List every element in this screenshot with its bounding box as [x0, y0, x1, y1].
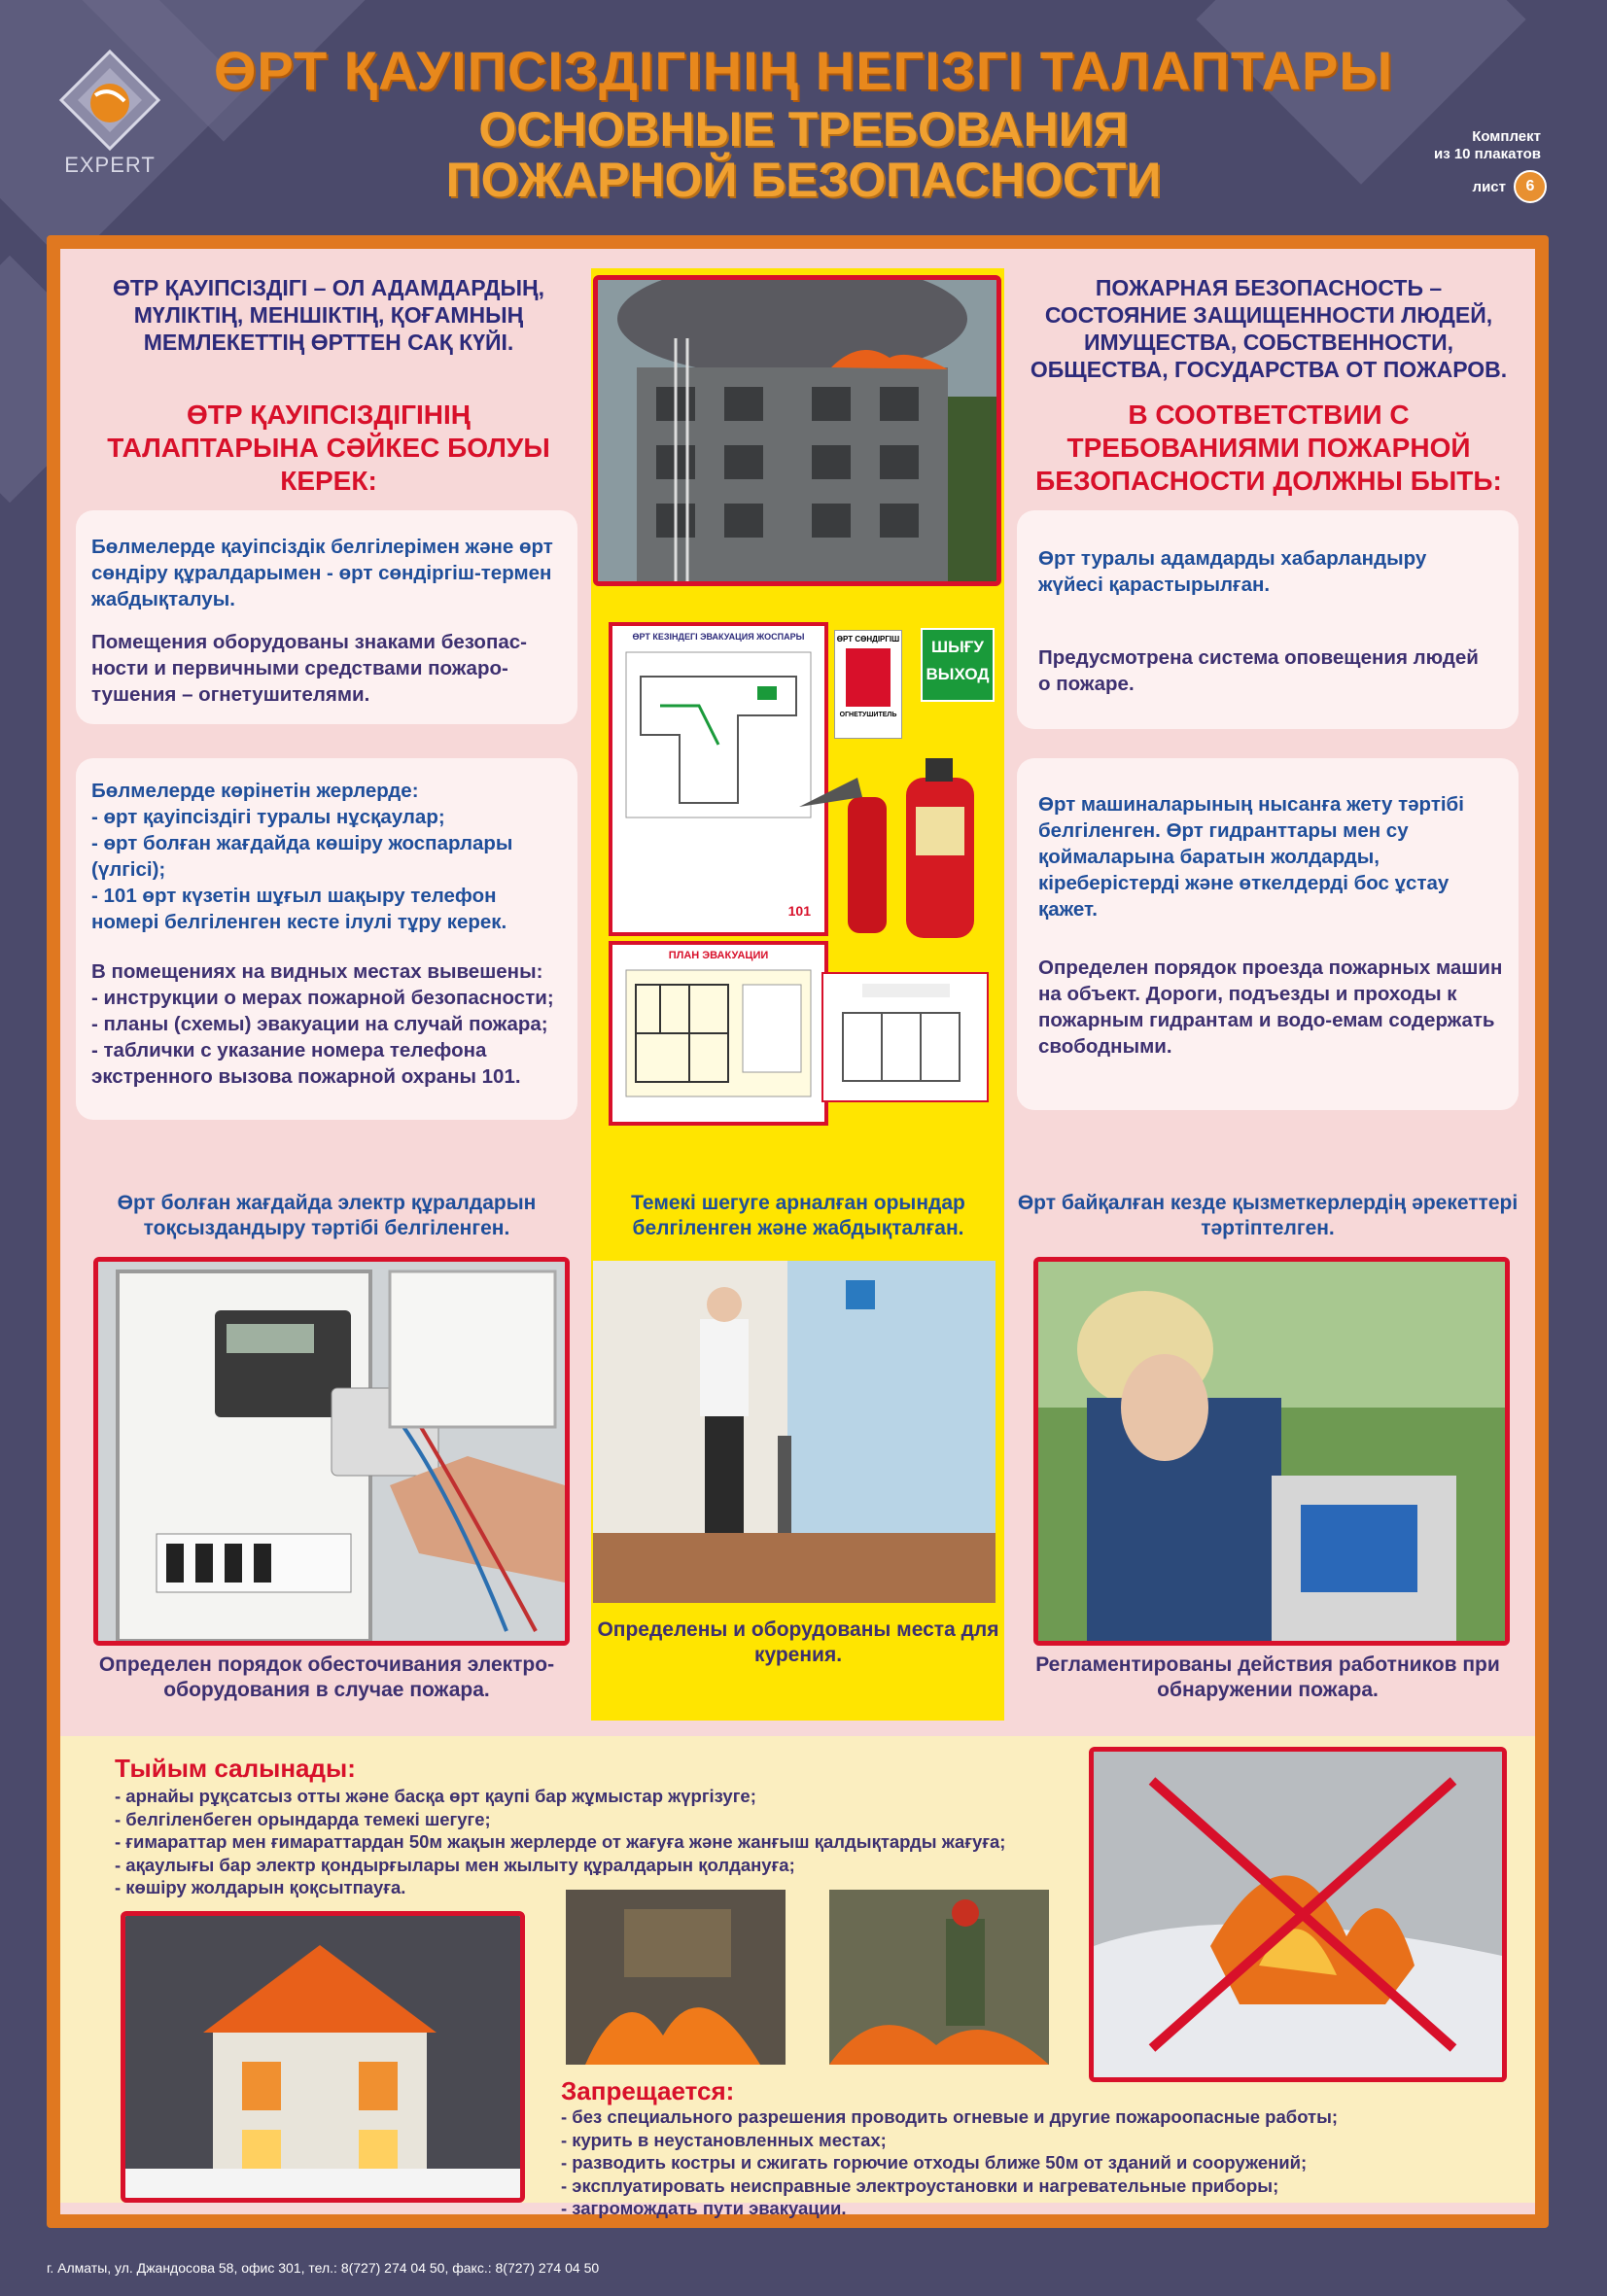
plan-title: ПЛАН ЭВАКУАЦИИ — [668, 950, 769, 961]
footer-address: г. Алматы, ул. Джандосова 58, офис 301, тел.: 8(727) 274 04 50, факс.: 8(727) 274 04 50 — [47, 2260, 600, 2276]
firefighter-photo — [1033, 1257, 1510, 1646]
electric-caption-kz: Өрт болған жағдайда электр құралдарын тоқсыздандыру тәртібі белгіленген. — [117, 1192, 537, 1239]
smoking-caption-ru: Определены и оборудованы места для курения. — [597, 1618, 999, 1666]
workers-caption-kz: Өрт байқалған кезде қызметкерлердің әрекеттері тәртіптелген. — [1017, 1192, 1519, 1239]
plan-phone: 101 — [787, 903, 811, 919]
left-card1-ru: Помещения оборудованы знаками безопас-ности и первичными средствами пожаро-тушения – огнетушителями. — [91, 631, 527, 706]
list-item: - планы (схемы) эвакуации на случай пожара; — [91, 1013, 548, 1035]
prohibited-ru-list — [561, 2105, 1523, 2220]
right-card1-kz: Өрт туралы адамдарды хабарландыру жүйесі қарастырылған. — [1038, 547, 1427, 596]
burning-house-photo — [121, 1911, 525, 2203]
prohibited-kz-list — [115, 1785, 1077, 1899]
burning-building-image — [598, 280, 996, 581]
electrical-panel-photo — [93, 1257, 570, 1646]
burning-building-photo — [593, 275, 1001, 586]
floor-plan-image-3 — [823, 974, 987, 1100]
forest-fire-image-2 — [829, 1890, 1049, 2065]
sheet-label: лист — [1472, 178, 1506, 195]
sign-fire-label: ӨРТ СӨНДІРГІШ — [836, 635, 900, 644]
title-kz: ӨРТ ҚАУІПСІЗДІГІНІҢ НЕГІЗГІ ТАЛАПТАРЫ — [213, 40, 1394, 101]
evacuation-plan-ru — [609, 941, 828, 1126]
list-item: - инструкции о мерах пожарной безопасности; — [91, 987, 554, 1009]
right-card2-ru: Определен порядок проезда пожарных машин на объект. Дороги, подъезды и проходы к пожарным гидрантам и водо-емам содержать свободными. — [1038, 957, 1503, 1058]
list-item: - ғимараттар мен ғимараттардан 50м жақын жерлерде от жағуға және жанғыш қалдықтарды жағуға; — [115, 1831, 1006, 1852]
forest-fire-photo-2 — [829, 1890, 1049, 2065]
list-item: - көшіру жолдарын қоқсытпауға. — [115, 1877, 406, 1897]
list-item: - без специального разрешения проводить огневые и другие пожароопасные работы; — [561, 2106, 1339, 2127]
sign-ext-label: ОГНЕТУШИТЕЛЬ — [839, 712, 897, 718]
right-card1-ru: Предусмотрена система оповещения людей о пожаре. — [1038, 646, 1479, 695]
list-item: - ақаулығы бар электр қондырғылары мен жылыту құралдарын қолдануға; — [115, 1854, 795, 1875]
no-bonfire-photo — [1089, 1747, 1507, 2082]
forest-fire-image-1 — [566, 1890, 786, 2065]
list-item: - 101 өрт күзетін шұғыл шақыру телефон номері белгіленген кесте ілулі тұру керек. — [91, 885, 507, 933]
evacuation-plan-small — [821, 972, 989, 1102]
exit-sign-kz: ШЫҒУ — [931, 638, 984, 656]
kit-line2: из 10 плакатов — [1433, 146, 1541, 162]
workers-caption-ru: Регламентированы действия работников при обнаружении пожара. — [1035, 1653, 1500, 1701]
prohibited-ru-title: Запрещается: — [561, 2076, 735, 2105]
sheet-indicator — [1473, 170, 1547, 203]
list-item: - белгіленбеген орындарда темекі шегуге; — [115, 1808, 491, 1829]
left-card-2 — [76, 758, 577, 1120]
kit-info — [1434, 128, 1541, 163]
left-heading: ӨТР ҚАУІПСІЗДІГІНІҢ ТАЛАПТАРЫНА СӘЙКЕС БОЛУЫ КЕРЕК: — [107, 400, 550, 496]
left-card2-ru-title: В помещениях на видных местах вывешены: — [91, 960, 543, 983]
right-card-2 — [1017, 758, 1519, 1110]
no-bonfire-image — [1094, 1752, 1502, 2077]
list-item: - курить в неустановленных местах; — [561, 2129, 887, 2150]
right-card-1 — [1017, 510, 1519, 729]
list-item: - өрт болған жағдайда көшіру жоспарлары (үлгісі); — [91, 832, 513, 881]
extinguishers-image — [789, 739, 1003, 943]
kit-line1: Комплект — [1472, 128, 1541, 145]
right-card2-kz: Өрт машиналарының нысанға жету тәртібі белгіленген. Өрт гидранттары мен су қоймаларына баратын жолдарды, кіреберістерді және өткелдерді бос ұстау қажет. — [1038, 793, 1464, 921]
list-item: - өрт қауіпсіздігі туралы нұсқаулар; — [91, 806, 445, 828]
sheet-number: 6 — [1514, 170, 1547, 203]
burning-house-image — [125, 1916, 520, 2198]
title-ru-line2: ПОЖАРНОЙ БЕЗОПАСНОСТИ — [445, 153, 1162, 207]
firefighter-image — [1038, 1262, 1505, 1641]
left-card1-kz: Бөлмелерде қауіпсіздік белгілерімен және өрт сөндіру құралдарымен - өрт сөндіргіш-термен жабдықталуы. — [91, 536, 553, 610]
electrical-panel-image — [98, 1262, 565, 1641]
prohibited-kz-title: Тыйым салынады: — [115, 1754, 356, 1783]
exit-sign-ru: ВЫХОД — [926, 665, 990, 683]
list-item: - разводить костры и сжигать горючие отходы ближе 50м от зданий и сооружений; — [561, 2152, 1308, 2173]
smoking-caption-kz: Темекі шегуге арналған орындар белгіленген және жабдықталған. — [631, 1192, 965, 1239]
extinguisher-icon — [846, 648, 891, 707]
forest-fire-photo-1 — [566, 1890, 786, 2065]
title-ru-line1: ОСНОВНЫЕ ТРЕБОВАНИЯ — [478, 102, 1129, 157]
floor-plan-image — [621, 647, 816, 822]
list-item: - эксплуатировать неисправные электроустановки и нагревательные приборы; — [561, 2174, 1279, 2196]
exit-sign — [921, 628, 995, 702]
list-item: - таблички с указание номера телефона экстренного вызова пожарной охраны 101. — [91, 1039, 521, 1088]
floor-plan-image-2 — [621, 965, 816, 1101]
left-card2-kz-title: Бөлмелерде көрінетін жерлерде: — [91, 780, 419, 802]
smoking-area-photo — [593, 1261, 996, 1603]
fire-extinguisher-sign — [834, 630, 902, 739]
list-item: - арнайы рұқсатсыз отты және басқа өрт қаупі бар жұмыстар жүргізуге; — [115, 1786, 756, 1806]
right-definition: ПОЖАРНАЯ БЕЗОПАСНОСТЬ – СОСТОЯНИЕ ЗАЩИЩЕННОСТИ ЛЮДЕЙ, ИМУЩЕСТВА, СОБСТВЕННОСТИ, ОБЩЕСТВА, ГОСУДАРСТВА ОТ ПОЖАРОВ. — [1030, 275, 1508, 382]
smoking-area-image — [593, 1261, 996, 1603]
electric-caption-ru: Определен порядок обесточивания электро-оборудования в случае пожара. — [98, 1653, 555, 1701]
left-definition: ӨТР ҚАУІПСІЗДІГІ – ОЛ АДАМДАРДЫҢ, МҮЛІКТІҢ, МЕНШІКТІҢ, ҚОҒАМНЫҢ МЕМЛЕКЕТТІҢ ӨРТТЕН САҚ КҮЙІ. — [112, 275, 545, 355]
right-heading: В СООТВЕТСТВИИ С ТРЕБОВАНИЯМИ ПОЖАРНОЙ БЕЗОПАСНОСТИ ДОЛЖНЫ БЫТЬ: — [1035, 400, 1502, 496]
plan-kz-title: ӨРТ КЕЗІНДЕГІ ЭВАКУАЦИЯ ЖОСПАРЫ — [632, 632, 805, 642]
left-card-1 — [76, 510, 577, 724]
list-item: - загромождать пути эвакуации. — [561, 2198, 847, 2218]
logo-text: EXPERT — [64, 153, 156, 177]
